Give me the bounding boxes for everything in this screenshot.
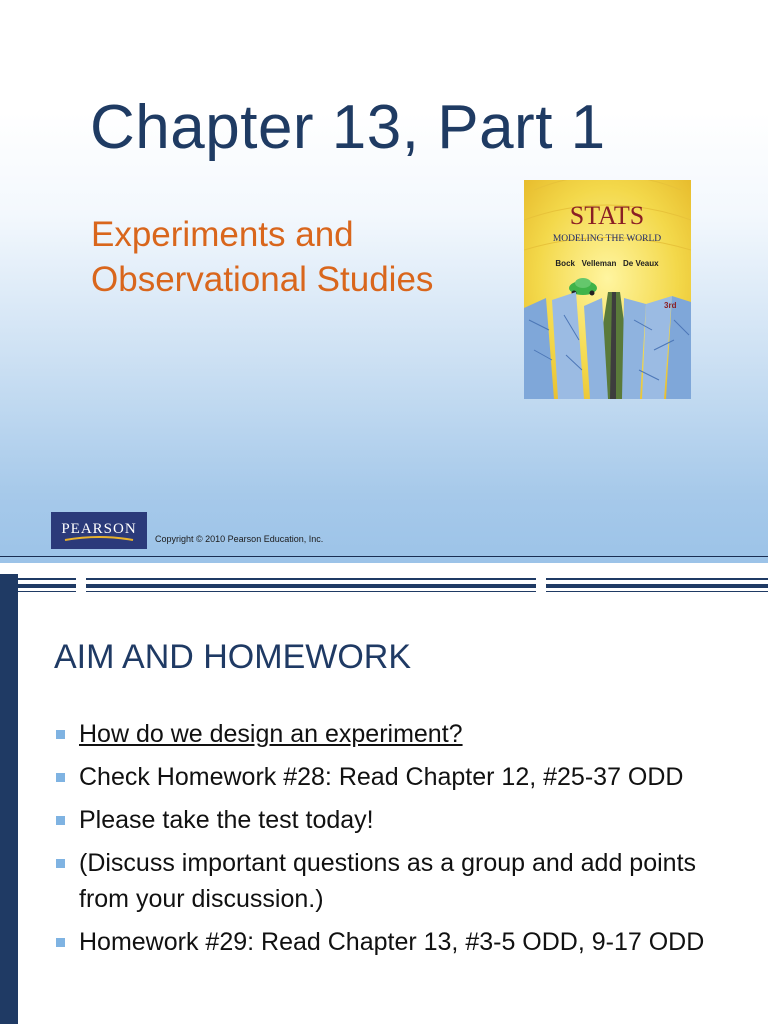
bullet-item <box>54 716 744 752</box>
bullet-list <box>54 716 744 967</box>
left-accent-band <box>0 574 18 1024</box>
book-edition: 3rd <box>664 301 677 310</box>
slide-title: Chapter 13, Part 1 <box>90 93 606 162</box>
pearson-logo-text: PEARSON <box>61 521 137 537</box>
book-cover-image <box>524 180 691 399</box>
bullet-text: How do we design an experiment? <box>79 720 463 748</box>
bullet-text: Please take the test today! <box>79 806 374 834</box>
copyright-text: Copyright © 2010 Pearson Education, Inc. <box>155 534 324 544</box>
bullet-text: Homework #29: Read Chapter 13, #3-5 ODD, 9-17 ODD <box>79 928 705 956</box>
book-authors: Bock Velleman De Veaux <box>555 259 659 268</box>
subtitle-line-1: Experiments and <box>91 215 354 254</box>
book-subtitle: MODELING THE WORLD <box>552 234 662 244</box>
aim-heading: AIM AND HOMEWORK <box>54 638 412 676</box>
header-line-2 <box>18 584 768 588</box>
bullet-text: Check Homework #28: Read Chapter 12, #25-37 ODD <box>79 763 684 791</box>
header-gap-left <box>76 577 86 593</box>
bullet-item <box>54 845 744 917</box>
bullet-item <box>54 924 744 960</box>
bullet-square-icon <box>56 730 65 739</box>
pearson-logo <box>51 512 147 549</box>
slide-subtitle <box>91 212 491 302</box>
header-line-3 <box>18 591 768 592</box>
bullet-square-icon <box>56 859 65 868</box>
header-line-1 <box>18 578 768 580</box>
bullet-square-icon <box>56 773 65 782</box>
bullet-square-icon <box>56 938 65 947</box>
aim-slide <box>0 574 768 1024</box>
slide-divider <box>0 556 768 557</box>
bullet-text: (Discuss important questions as a group and add points from your discussion.) <box>79 849 697 913</box>
bullet-square-icon <box>56 816 65 825</box>
header-gap-right <box>536 577 546 593</box>
bullet-item <box>54 802 744 838</box>
book-title: STATS <box>569 201 645 230</box>
bullet-item <box>54 759 744 795</box>
subtitle-line-2: Observational Studies <box>91 260 434 299</box>
